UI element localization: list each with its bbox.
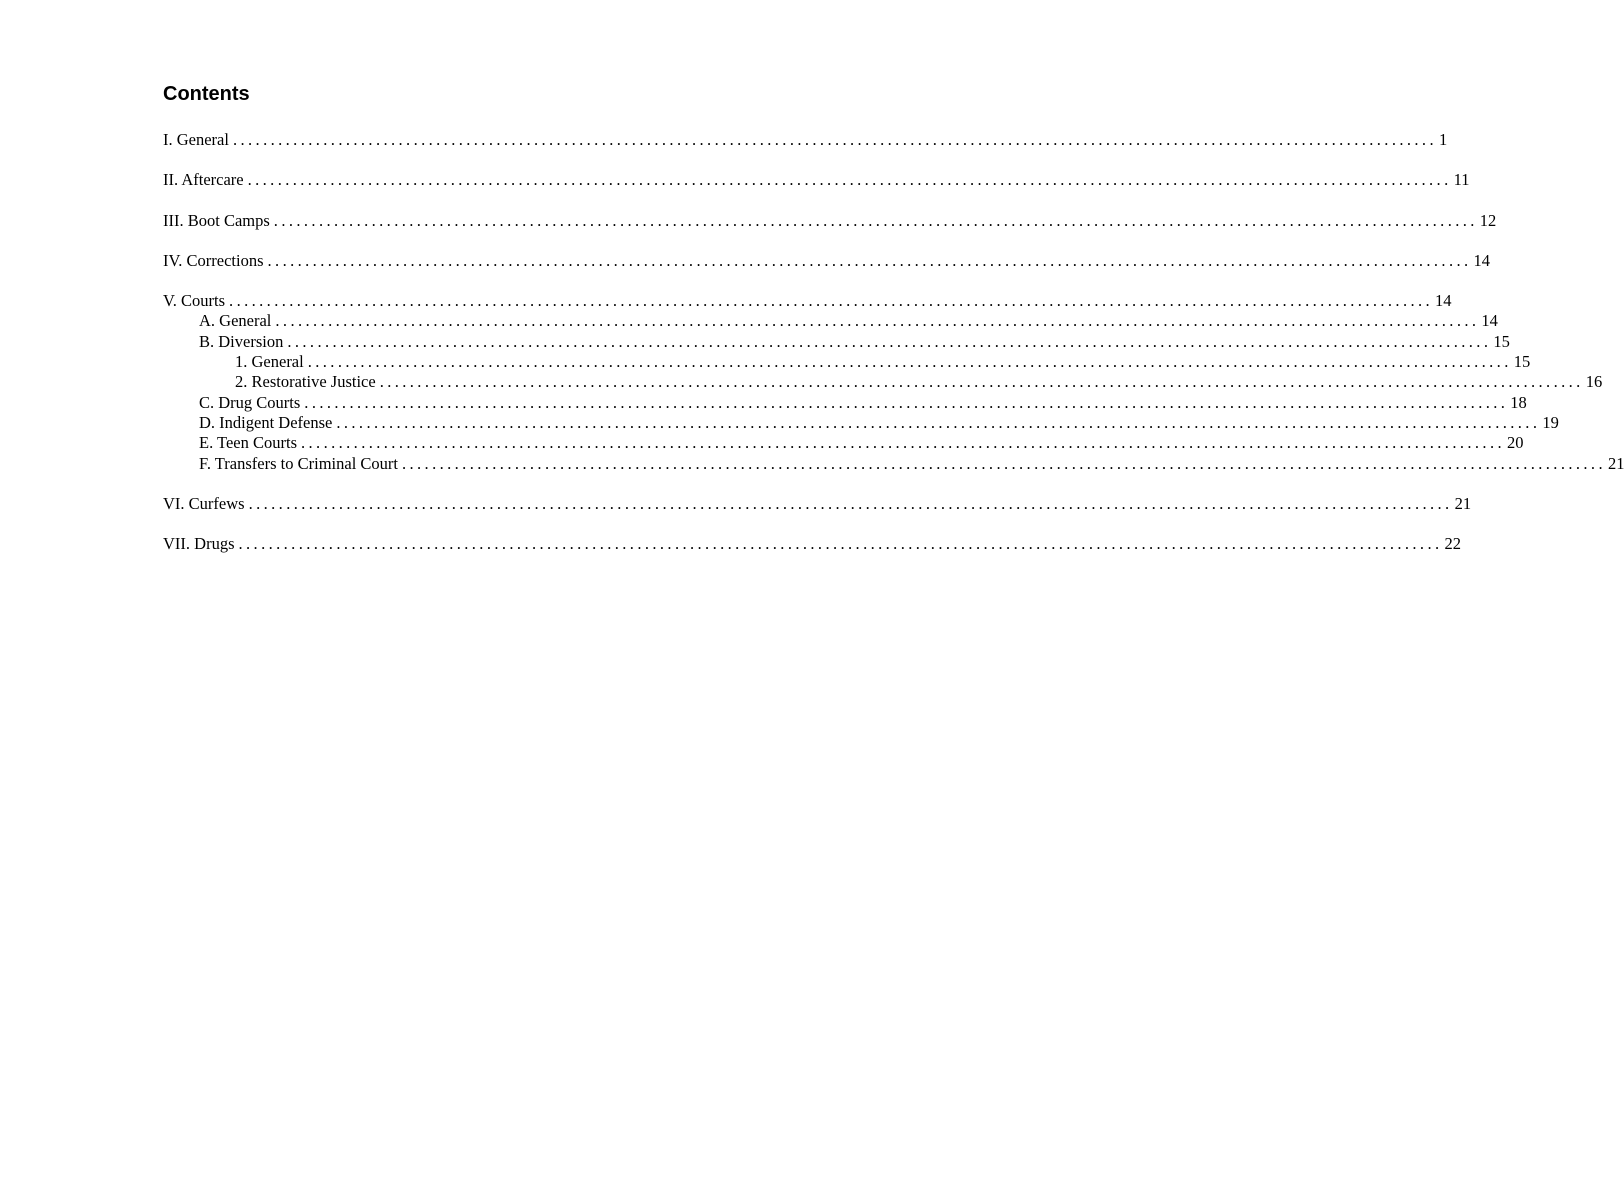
toc-entry-drugs[interactable] (163, 534, 1461, 554)
dot-leader: ................................................................................................................................................................ (238, 534, 1443, 554)
toc-entry-page: 11 (1453, 170, 1470, 190)
dot-leader: ................................................................................................................................................................ (247, 170, 1452, 190)
toc-entry-page: 19 (1542, 412, 1559, 432)
dot-leader: ................................................................................................................................................................ (307, 352, 1512, 372)
contents-page (163, 80, 1624, 554)
dot-leader: ................................................................................................................................................................ (229, 291, 1434, 311)
toc-entry-page: 16 (1585, 372, 1603, 392)
dot-leader: ................................................................................................................................................................ (379, 372, 1584, 392)
toc-entry-diversion-general[interactable] (163, 352, 1531, 372)
toc-entry-drug-courts[interactable] (163, 392, 1527, 413)
toc-entry-label: 2. Restorative Justice (235, 372, 376, 392)
dot-leader: ................................................................................................................................................................ (275, 311, 1480, 331)
toc-entry-diversion[interactable] (163, 331, 1510, 352)
toc-entry-indigent-defense[interactable] (163, 412, 1559, 433)
dot-leader: ................................................................................................................................................................ (267, 250, 1472, 270)
toc-entry-label: I. General (163, 130, 229, 149)
toc-entry-label: III. Boot Camps (163, 210, 270, 230)
toc-entry-page: 15 (1513, 352, 1531, 372)
contents-heading: Contents (163, 83, 250, 105)
toc-entry-boot-camps[interactable] (163, 210, 1497, 231)
toc-entry-page: 22 (1444, 534, 1461, 554)
toc-entry-label: C. Drug Courts (199, 392, 301, 412)
toc-entry-aftercare[interactable] (163, 170, 1470, 190)
dot-leader: ................................................................................................................................................................ (248, 493, 1453, 513)
toc-entry-transfers-to-criminal-court[interactable] (163, 453, 1624, 474)
toc-entry-label: B. Diversion (199, 331, 284, 351)
toc-entry-page: 14 (1473, 250, 1491, 270)
toc-entry-corrections[interactable] (163, 250, 1491, 271)
toc-entry-page: 20 (1507, 433, 1524, 453)
toc-entry-page: 14 (1481, 311, 1498, 331)
dot-leader: ................................................................................................................................................................ (304, 392, 1509, 412)
toc-entry-teen-courts[interactable] (163, 433, 1524, 453)
toc-entry-label: F. Transfers to Criminal Court (199, 453, 398, 473)
toc-entry-label: VI. Curfews (163, 493, 245, 513)
dot-leader: ................................................................................................................................................................ (287, 331, 1492, 351)
toc-entry-page: 1 (1438, 130, 1448, 149)
dot-leader: ................................................................................................................................................................ (401, 453, 1606, 473)
toc-entry-page: 14 (1435, 291, 1452, 311)
toc-entry-page: 12 (1479, 210, 1497, 230)
toc-entry-courts-general[interactable] (163, 311, 1498, 331)
dot-leader: ................................................................................................................................................................ (232, 130, 1437, 149)
toc-entry-page: 21 (1607, 453, 1624, 473)
toc-entry-general[interactable] (163, 130, 1448, 150)
toc-entry-curfews[interactable] (163, 493, 1472, 514)
toc-entry-label: E. Teen Courts (199, 433, 297, 453)
toc-entry-restorative-justice[interactable] (163, 372, 1603, 392)
dot-leader: ................................................................................................................................................................ (273, 210, 1478, 230)
toc-entry-label: V. Courts (163, 291, 226, 311)
toc-entry-label: VII. Drugs (163, 534, 235, 554)
toc-entry-label: II. Aftercare (163, 170, 244, 190)
toc-entry-page: 18 (1510, 392, 1527, 412)
dot-leader: ................................................................................................................................................................ (336, 412, 1541, 432)
toc-entry-label: D. Indigent Defense (199, 412, 333, 432)
dot-leader: ................................................................................................................................................................ (301, 433, 1505, 453)
toc-entry-courts[interactable] (163, 291, 1452, 311)
toc-entry-label: 1. General (235, 352, 304, 372)
toc-list (163, 130, 1624, 554)
toc-entry-label: IV. Corrections (163, 250, 264, 270)
toc-entry-page: 21 (1454, 493, 1472, 513)
toc-entry-label: A. General (199, 311, 272, 331)
toc-entry-page: 15 (1493, 331, 1510, 351)
